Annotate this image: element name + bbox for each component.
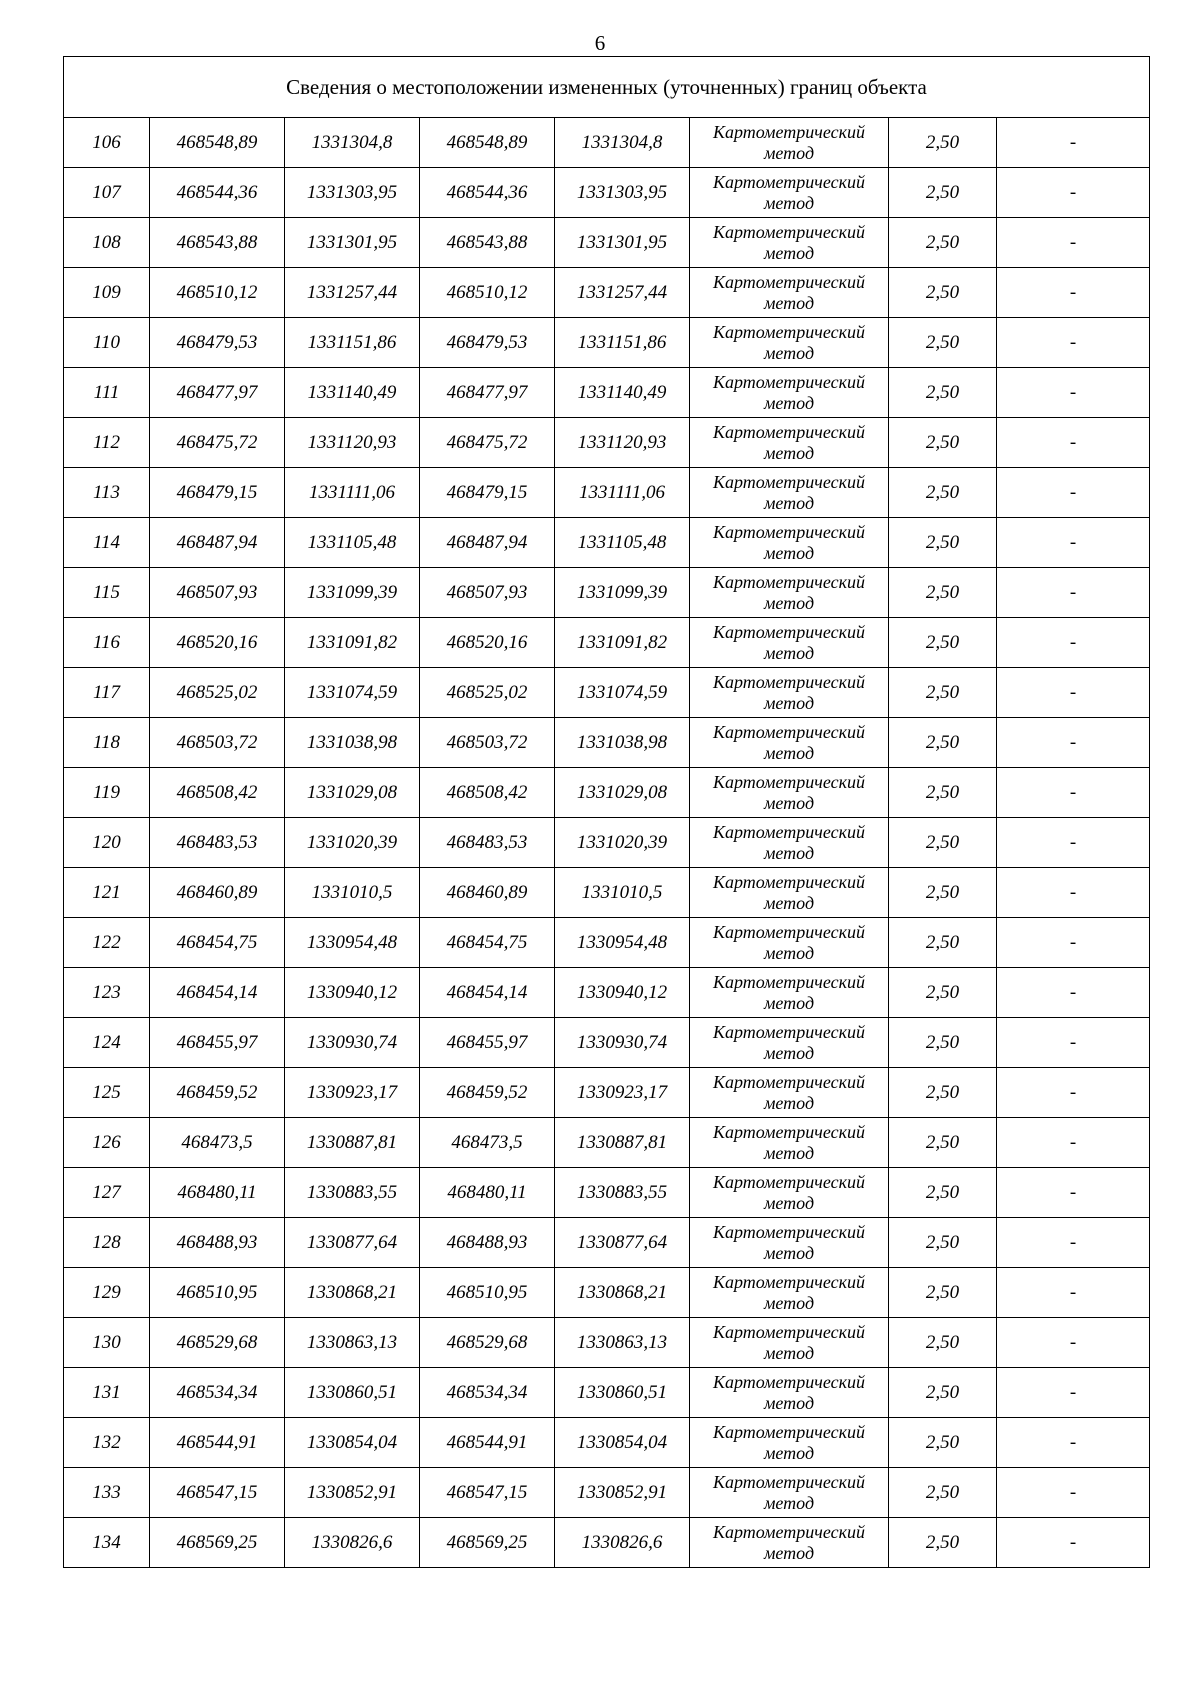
accuracy-cell: 2,50: [889, 1368, 997, 1418]
method-cell: Картометрический метод: [690, 918, 889, 968]
method-cell: Картометрический метод: [690, 1318, 889, 1368]
refined-x-cell: 468473,5: [420, 1118, 555, 1168]
note-cell: -: [997, 168, 1150, 218]
refined-y-cell: 1330930,74: [555, 1018, 690, 1068]
refined-y-cell: 1331301,95: [555, 218, 690, 268]
method-cell: Картометрический метод: [690, 1068, 889, 1118]
accuracy-cell: 2,50: [889, 1318, 997, 1368]
existing-y-cell: 1330877,64: [285, 1218, 420, 1268]
method-cell: Картометрический метод: [690, 1418, 889, 1468]
accuracy-cell: 2,50: [889, 1118, 997, 1168]
table-row: [64, 1268, 1150, 1318]
refined-x-cell: 468508,42: [420, 768, 555, 818]
existing-x-cell: 468459,52: [150, 1068, 285, 1118]
table-row: [64, 1118, 1150, 1168]
point-number-cell: 123: [64, 968, 150, 1018]
accuracy-cell: 2,50: [889, 568, 997, 618]
existing-y-cell: 1331038,98: [285, 718, 420, 768]
refined-x-cell: 468510,95: [420, 1268, 555, 1318]
refined-x-cell: 468534,34: [420, 1368, 555, 1418]
method-cell: Картометрический метод: [690, 1268, 889, 1318]
refined-y-cell: 1330826,6: [555, 1518, 690, 1568]
method-cell: Картометрический метод: [690, 1518, 889, 1568]
point-number-cell: 108: [64, 218, 150, 268]
existing-x-cell: 468534,34: [150, 1368, 285, 1418]
note-cell: -: [997, 1518, 1150, 1568]
point-number-cell: 111: [64, 368, 150, 418]
table-title-row: [64, 57, 1150, 118]
boundary-coordinates-table: [63, 56, 1150, 1568]
table-row: [64, 518, 1150, 568]
table-row: [64, 168, 1150, 218]
existing-x-cell: 468460,89: [150, 868, 285, 918]
refined-y-cell: 1330877,64: [555, 1218, 690, 1268]
table-row: [64, 718, 1150, 768]
point-number-cell: 118: [64, 718, 150, 768]
note-cell: -: [997, 418, 1150, 468]
table-row: [64, 1418, 1150, 1468]
existing-y-cell: 1330887,81: [285, 1118, 420, 1168]
refined-y-cell: 1331038,98: [555, 718, 690, 768]
table-row: [64, 668, 1150, 718]
existing-y-cell: 1330940,12: [285, 968, 420, 1018]
point-number-cell: 125: [64, 1068, 150, 1118]
point-number-cell: 127: [64, 1168, 150, 1218]
refined-y-cell: 1331020,39: [555, 818, 690, 868]
table-row: [64, 868, 1150, 918]
method-cell: Картометрический метод: [690, 1368, 889, 1418]
point-number-cell: 129: [64, 1268, 150, 1318]
accuracy-cell: 2,50: [889, 868, 997, 918]
existing-x-cell: 468483,53: [150, 818, 285, 868]
method-cell: Картометрический метод: [690, 568, 889, 618]
refined-x-cell: 468477,97: [420, 368, 555, 418]
refined-y-cell: 1331099,39: [555, 568, 690, 618]
point-number-cell: 122: [64, 918, 150, 968]
method-cell: Картометрический метод: [690, 718, 889, 768]
accuracy-cell: 2,50: [889, 1018, 997, 1068]
point-number-cell: 115: [64, 568, 150, 618]
note-cell: -: [997, 1218, 1150, 1268]
refined-x-cell: 468455,97: [420, 1018, 555, 1068]
existing-x-cell: 468507,93: [150, 568, 285, 618]
accuracy-cell: 2,50: [889, 968, 997, 1018]
page-number: 6: [594, 31, 606, 55]
accuracy-cell: 2,50: [889, 518, 997, 568]
point-number-cell: 106: [64, 118, 150, 168]
existing-x-cell: 468488,93: [150, 1218, 285, 1268]
note-cell: -: [997, 1118, 1150, 1168]
note-cell: -: [997, 1018, 1150, 1068]
refined-y-cell: 1331010,5: [555, 868, 690, 918]
existing-x-cell: 468477,97: [150, 368, 285, 418]
accuracy-cell: 2,50: [889, 418, 997, 468]
note-cell: -: [997, 968, 1150, 1018]
existing-y-cell: 1331303,95: [285, 168, 420, 218]
point-number-cell: 120: [64, 818, 150, 868]
table-row: [64, 568, 1150, 618]
existing-x-cell: 468454,14: [150, 968, 285, 1018]
refined-x-cell: 468479,15: [420, 468, 555, 518]
refined-y-cell: 1331029,08: [555, 768, 690, 818]
method-cell: Картометрический метод: [690, 1018, 889, 1068]
existing-y-cell: 1330826,6: [285, 1518, 420, 1568]
table-row: [64, 1318, 1150, 1368]
accuracy-cell: 2,50: [889, 1468, 997, 1518]
existing-x-cell: 468487,94: [150, 518, 285, 568]
existing-x-cell: 468544,91: [150, 1418, 285, 1468]
point-number-cell: 121: [64, 868, 150, 918]
existing-y-cell: 1330852,91: [285, 1468, 420, 1518]
refined-y-cell: 1330883,55: [555, 1168, 690, 1218]
note-cell: -: [997, 1168, 1150, 1218]
refined-y-cell: 1330923,17: [555, 1068, 690, 1118]
point-number-cell: 130: [64, 1318, 150, 1368]
point-number-cell: 132: [64, 1418, 150, 1468]
table-row: [64, 1218, 1150, 1268]
note-cell: -: [997, 218, 1150, 268]
existing-y-cell: 1331010,5: [285, 868, 420, 918]
existing-x-cell: 468510,12: [150, 268, 285, 318]
point-number-cell: 109: [64, 268, 150, 318]
existing-y-cell: 1330923,17: [285, 1068, 420, 1118]
point-number-cell: 112: [64, 418, 150, 468]
refined-x-cell: 468454,14: [420, 968, 555, 1018]
existing-x-cell: 468454,75: [150, 918, 285, 968]
accuracy-cell: 2,50: [889, 318, 997, 368]
existing-x-cell: 468473,5: [150, 1118, 285, 1168]
existing-x-cell: 468455,97: [150, 1018, 285, 1068]
accuracy-cell: 2,50: [889, 218, 997, 268]
note-cell: -: [997, 1418, 1150, 1468]
refined-x-cell: 468569,25: [420, 1518, 555, 1568]
method-cell: Картометрический метод: [690, 868, 889, 918]
note-cell: -: [997, 618, 1150, 668]
existing-x-cell: 468510,95: [150, 1268, 285, 1318]
note-cell: -: [997, 368, 1150, 418]
method-cell: Картометрический метод: [690, 218, 889, 268]
note-cell: -: [997, 1468, 1150, 1518]
refined-y-cell: 1330852,91: [555, 1468, 690, 1518]
accuracy-cell: 2,50: [889, 118, 997, 168]
point-number-cell: 131: [64, 1368, 150, 1418]
existing-x-cell: 468520,16: [150, 618, 285, 668]
refined-x-cell: 468544,36: [420, 168, 555, 218]
existing-y-cell: 1331151,86: [285, 318, 420, 368]
accuracy-cell: 2,50: [889, 818, 997, 868]
table-row: [64, 1018, 1150, 1068]
existing-y-cell: 1330854,04: [285, 1418, 420, 1468]
note-cell: -: [997, 868, 1150, 918]
method-cell: Картометрический метод: [690, 368, 889, 418]
note-cell: -: [997, 1318, 1150, 1368]
existing-y-cell: 1331301,95: [285, 218, 420, 268]
note-cell: -: [997, 1068, 1150, 1118]
table-row: [64, 618, 1150, 668]
existing-y-cell: 1331140,49: [285, 368, 420, 418]
table-row: [64, 968, 1150, 1018]
accuracy-cell: 2,50: [889, 268, 997, 318]
method-cell: Картометрический метод: [690, 968, 889, 1018]
table-row: [64, 1368, 1150, 1418]
point-number-cell: 133: [64, 1468, 150, 1518]
refined-y-cell: 1330940,12: [555, 968, 690, 1018]
existing-y-cell: 1331074,59: [285, 668, 420, 718]
refined-y-cell: 1331304,8: [555, 118, 690, 168]
point-number-cell: 117: [64, 668, 150, 718]
note-cell: -: [997, 718, 1150, 768]
table-row: [64, 1168, 1150, 1218]
accuracy-cell: 2,50: [889, 168, 997, 218]
note-cell: -: [997, 918, 1150, 968]
note-cell: -: [997, 818, 1150, 868]
accuracy-cell: 2,50: [889, 618, 997, 668]
table-row: [64, 268, 1150, 318]
refined-y-cell: 1330868,21: [555, 1268, 690, 1318]
existing-x-cell: 468547,15: [150, 1468, 285, 1518]
table-row: [64, 768, 1150, 818]
method-cell: Картометрический метод: [690, 818, 889, 868]
method-cell: Картометрический метод: [690, 168, 889, 218]
existing-y-cell: 1331029,08: [285, 768, 420, 818]
existing-x-cell: 468479,15: [150, 468, 285, 518]
refined-y-cell: 1331091,82: [555, 618, 690, 668]
method-cell: Картометрический метод: [690, 118, 889, 168]
point-number-cell: 110: [64, 318, 150, 368]
existing-x-cell: 468529,68: [150, 1318, 285, 1368]
note-cell: -: [997, 118, 1150, 168]
refined-x-cell: 468529,68: [420, 1318, 555, 1368]
existing-x-cell: 468548,89: [150, 118, 285, 168]
point-number-cell: 124: [64, 1018, 150, 1068]
accuracy-cell: 2,50: [889, 1168, 997, 1218]
accuracy-cell: 2,50: [889, 1068, 997, 1118]
existing-x-cell: 468480,11: [150, 1168, 285, 1218]
existing-y-cell: 1331257,44: [285, 268, 420, 318]
table-body: [64, 118, 1150, 1568]
accuracy-cell: 2,50: [889, 668, 997, 718]
refined-x-cell: 468483,53: [420, 818, 555, 868]
note-cell: -: [997, 768, 1150, 818]
refined-x-cell: 468503,72: [420, 718, 555, 768]
refined-y-cell: 1331111,06: [555, 468, 690, 518]
note-cell: -: [997, 518, 1150, 568]
refined-y-cell: 1330863,13: [555, 1318, 690, 1368]
method-cell: Картометрический метод: [690, 618, 889, 668]
accuracy-cell: 2,50: [889, 368, 997, 418]
accuracy-cell: 2,50: [889, 768, 997, 818]
existing-y-cell: 1330860,51: [285, 1368, 420, 1418]
refined-x-cell: 468460,89: [420, 868, 555, 918]
existing-x-cell: 468508,42: [150, 768, 285, 818]
refined-x-cell: 468454,75: [420, 918, 555, 968]
method-cell: Картометрический метод: [690, 418, 889, 468]
method-cell: Картометрический метод: [690, 1218, 889, 1268]
refined-x-cell: 468507,93: [420, 568, 555, 618]
point-number-cell: 107: [64, 168, 150, 218]
existing-y-cell: 1330883,55: [285, 1168, 420, 1218]
refined-y-cell: 1330954,48: [555, 918, 690, 968]
existing-y-cell: 1330930,74: [285, 1018, 420, 1068]
table-row: [64, 218, 1150, 268]
note-cell: -: [997, 468, 1150, 518]
method-cell: Картометрический метод: [690, 1118, 889, 1168]
table-row: [64, 818, 1150, 868]
refined-x-cell: 468544,91: [420, 1418, 555, 1468]
accuracy-cell: 2,50: [889, 1418, 997, 1468]
note-cell: -: [997, 268, 1150, 318]
table-row: [64, 1518, 1150, 1568]
accuracy-cell: 2,50: [889, 1268, 997, 1318]
method-cell: Картометрический метод: [690, 268, 889, 318]
accuracy-cell: 2,50: [889, 1218, 997, 1268]
accuracy-cell: 2,50: [889, 918, 997, 968]
method-cell: Картометрический метод: [690, 1168, 889, 1218]
existing-y-cell: 1330863,13: [285, 1318, 420, 1368]
method-cell: Картометрический метод: [690, 768, 889, 818]
table-row: [64, 118, 1150, 168]
existing-y-cell: 1331120,93: [285, 418, 420, 468]
refined-y-cell: 1331303,95: [555, 168, 690, 218]
refined-x-cell: 468487,94: [420, 518, 555, 568]
point-number-cell: 113: [64, 468, 150, 518]
point-number-cell: 134: [64, 1518, 150, 1568]
method-cell: Картометрический метод: [690, 518, 889, 568]
table-row: [64, 368, 1150, 418]
refined-y-cell: 1331140,49: [555, 368, 690, 418]
table-row: [64, 1068, 1150, 1118]
refined-x-cell: 468525,02: [420, 668, 555, 718]
refined-x-cell: 468547,15: [420, 1468, 555, 1518]
note-cell: -: [997, 668, 1150, 718]
table-row: [64, 468, 1150, 518]
refined-x-cell: 468543,88: [420, 218, 555, 268]
existing-y-cell: 1330868,21: [285, 1268, 420, 1318]
existing-x-cell: 468543,88: [150, 218, 285, 268]
refined-x-cell: 468459,52: [420, 1068, 555, 1118]
table-row: [64, 918, 1150, 968]
existing-x-cell: 468479,53: [150, 318, 285, 368]
point-number-cell: 128: [64, 1218, 150, 1268]
existing-x-cell: 468475,72: [150, 418, 285, 468]
accuracy-cell: 2,50: [889, 718, 997, 768]
refined-x-cell: 468480,11: [420, 1168, 555, 1218]
existing-y-cell: 1330954,48: [285, 918, 420, 968]
refined-x-cell: 468548,89: [420, 118, 555, 168]
existing-x-cell: 468503,72: [150, 718, 285, 768]
existing-x-cell: 468525,02: [150, 668, 285, 718]
note-cell: -: [997, 568, 1150, 618]
method-cell: Картометрический метод: [690, 668, 889, 718]
existing-x-cell: 468544,36: [150, 168, 285, 218]
point-number-cell: 119: [64, 768, 150, 818]
table-title: Сведения о местоположении измененных (уточненных) границ объекта: [64, 57, 1150, 118]
refined-x-cell: 468510,12: [420, 268, 555, 318]
method-cell: Картометрический метод: [690, 468, 889, 518]
table-row: [64, 318, 1150, 368]
refined-y-cell: 1330860,51: [555, 1368, 690, 1418]
note-cell: -: [997, 1268, 1150, 1318]
point-number-cell: 116: [64, 618, 150, 668]
table-row: [64, 1468, 1150, 1518]
existing-y-cell: 1331111,06: [285, 468, 420, 518]
refined-y-cell: 1330854,04: [555, 1418, 690, 1468]
refined-x-cell: 468479,53: [420, 318, 555, 368]
refined-y-cell: 1331257,44: [555, 268, 690, 318]
existing-y-cell: 1331105,48: [285, 518, 420, 568]
table-row: [64, 418, 1150, 468]
refined-y-cell: 1331074,59: [555, 668, 690, 718]
method-cell: Картометрический метод: [690, 318, 889, 368]
existing-y-cell: 1331020,39: [285, 818, 420, 868]
note-cell: -: [997, 318, 1150, 368]
refined-y-cell: 1331151,86: [555, 318, 690, 368]
existing-y-cell: 1331099,39: [285, 568, 420, 618]
point-number-cell: 114: [64, 518, 150, 568]
refined-y-cell: 1331120,93: [555, 418, 690, 468]
existing-y-cell: 1331304,8: [285, 118, 420, 168]
point-number-cell: 126: [64, 1118, 150, 1168]
accuracy-cell: 2,50: [889, 1518, 997, 1568]
refined-y-cell: 1330887,81: [555, 1118, 690, 1168]
method-cell: Картометрический метод: [690, 1468, 889, 1518]
existing-y-cell: 1331091,82: [285, 618, 420, 668]
existing-x-cell: 468569,25: [150, 1518, 285, 1568]
refined-x-cell: 468475,72: [420, 418, 555, 468]
refined-y-cell: 1331105,48: [555, 518, 690, 568]
refined-x-cell: 468520,16: [420, 618, 555, 668]
accuracy-cell: 2,50: [889, 468, 997, 518]
refined-x-cell: 468488,93: [420, 1218, 555, 1268]
note-cell: -: [997, 1368, 1150, 1418]
